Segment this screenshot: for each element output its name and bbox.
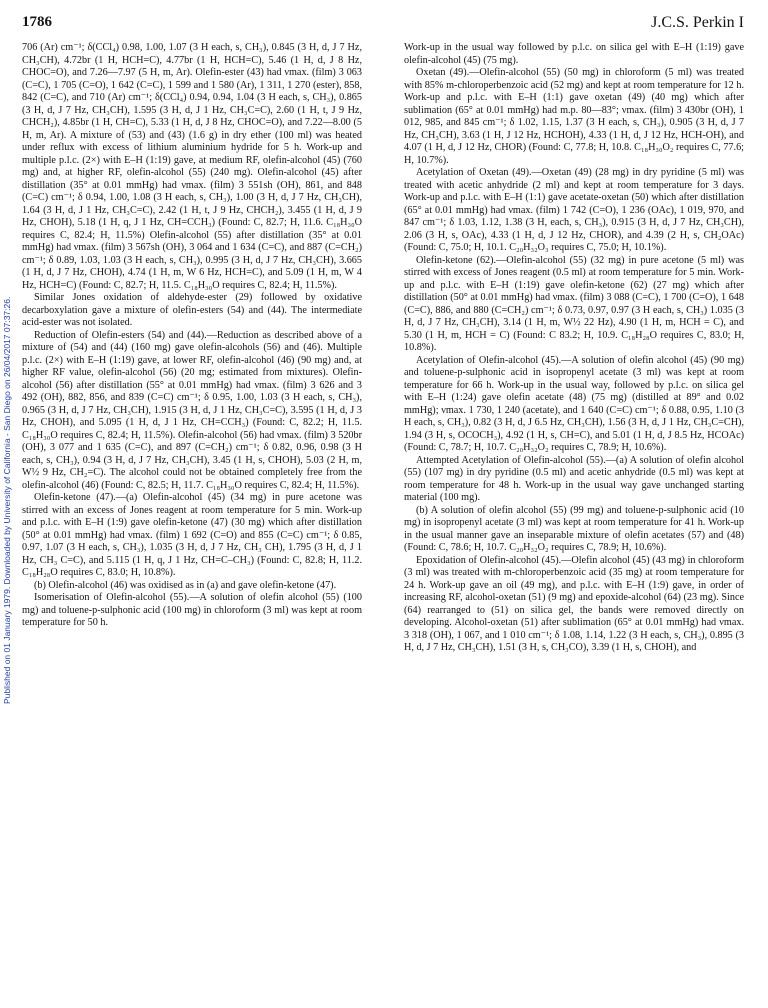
paragraph: Acetylation of Olefin-alcohol (45).—A solution of olefin alcohol (45) (90 mg) and toluene-p-sulphonic acid in isopropenyl acetate (3 ml) was kept at room temperature for 66 h. Work-up in the usual way, followed by p.l.c. on silica gel with E–H (1:24) gave olefin acetate (48) (75 mg) (distilled at 89° and 0.02 mmHg); νmax. 1 730, 1 240 (acetate), and 1 640 (C=C) cm⁻¹; δ 0.88, 0.95, 1.10 (3 H each, s, CH₃), 0.82 (3 H, d, J 6.5 Hz, CH₃CH), 1.56 (3 H, d, J 1 Hz, CH₃C=CH), 1.94 (3 H, s, OCOCH₃), 4.92 (1 H, s, CH=C), and 5.01 (1 H, d, J 8.5 Hz, HCOAc) (Found: C, 78.7; H, 10.7. C₂₀H₃₂O₂ requires C, 78.9; H, 10.6%). (404, 354, 744, 453)
paragraph: Reduction of Olefin-esters (54) and (44).—Reduction as described above of a mixture of (54) and (44) (160 mg) gave olefin-alcohols (56) and (46). Multiple p.l.c. (2×) with E–H (1:19) gave, at lower RF, olefin-alcohol (46) (90 mg) and, at higher RF value, olefin-alcohol (56) (20 mg; estimated from mixtures). Olefin-alcohol (56) after distillation (55° at 0.01 mmHg) had νmax. (film) 3 626 and 3 492 (OH), 882, 856, and 839 (C=C) cm⁻¹; δ 0.95, 1.00, 1.03 (3 H each, s, CH₃), 0.965 (3 H, d, J 7 Hz, CH₃CH), 1.915 (3 H, d, J 1 Hz, CH₃C=C), 3.595 (1 H, d, J 3 Hz, CHOH), and 5.095 (1 H, d, J 1 Hz, CH=CCH₃) (Found: C, 82.2; H, 11.5. C₁₈H₃₀O requires C, 82.4; H, 11.5%). Olefin-alcohol (56) had νmax. (film) 3 520br (OH), 3 077 and 1 635 (C=C), and 897 (C=CH₂) cm⁻¹; δ 0.82, 0.96, 0.98 (3 H each, s, CH₃), 0.94 (3 H, d, J 7 Hz, CH₃CH), 3.45 (1 H, s, CHOH), 5.03 (2 H, m, W½ 9 Hz, CH₂=C). The alcohol could not be obtained completely free from the olefin-alcohol (46) (Found: C, 82.5; H, 11.7. C₁₈H₃₀O requires C, 82.4; H, 11.5%). (22, 329, 362, 491)
paragraph: (b) Olefin-alcohol (46) was oxidised as in (a) and gave olefin-ketone (47). (34, 579, 337, 591)
journal-title: J.C.S. Perkin I (651, 14, 744, 31)
paragraph: (b) A solution of olefin alcohol (55) (99 mg) and toluene-p-sulphonic acid (10 mg) in isopropenyl acetate (3 ml) was kept at room temperature for 41 h. Work-up in the usual manner gave an inseparable mixture of olefin acetates (57) and (48) (Found: C, 78.6; H, 10.7. C₂₀H₃₂O₂ requires C, 78.9; H, 10.6%). (404, 504, 744, 553)
left-column (22, 42, 362, 992)
paragraph: Similar Jones oxidation of aldehyde-ester (29) followed by oxidative decarboxylation gave a mixture of olefin-esters (54) and (44). The intermediate acid-ester was not isolated. (22, 292, 362, 328)
paragraph: Olefin-ketone (62).—Olefin-alcohol (55) (32 mg) in pure acetone (5 ml) was stirred with excess of Jones reagent (0.5 ml) at room temperature for 5 min. Work-up and p.l.c. with E–H (1:19) gave olefin-ketone (62) (27 mg) which after distillation (50° at 0.01 mmHg) had νmax. (film) 3 088 (C=C), 1 700 (C=O), 1 648 (C=C), 886, and 880 (C=CH₂) cm⁻¹; δ 0.73, 0.97, 0.97 (3 H each, s, CH₃) 1.035 (3 H, d, J 7 Hz, CH₃CH), 3.14 (1 H, m, W½ 22 Hz), 4.90 (1 H, m, HCH = C), and 5.30 (1 H, m, HCH = C) (Found: C 83.2; H, 10.9. C₁₈H₂₈O requires C, 83.0; H, 10.8%). (404, 254, 744, 353)
paragraph: Work-up in the usual way followed by p.l.c. on silica gel with E–H (1:19) gave olefin-alcohol (45) (75 mg). (404, 42, 744, 66)
download-watermark[interactable]: Published on 01 January 1979. Downloaded by University of California - San Diego on 26/04/2017 07:37:26. (2, 296, 12, 704)
paragraph: 706 (Ar) cm⁻¹; δ(CCl₄) 0.98, 1.00, 1.07 (3 H each, s, CH₃), 0.845 (3 H, d, J 7 Hz, CH₃CH), 4.72br (1 H, HCH=C), 4.77br (1 H, HCH=C), 5.46 (1 H, d, J 8 Hz, CHOC=O), and 7.26—7.97 (5 H, m, Ar). Olefin-ester (43) had νmax. (film) 3 063 (C=C), 1 705 (C=O), 1 642 (C=C), 1 599 and 1 580 (Ar), 1 311, 1 270 (ester), 858, 842 (C=C), and 710 (Ar) cm⁻¹; δ(CCl₄) 0.94, 0.94, 1.04 (3 H each, s, CH₃), 0.865 (3 H, d, J 7 Hz, CH₃CH), 1.595 (3 H, d, J 1 Hz, CH₃C=C), 2.60 (1 H, t, J 9 Hz, CHCH₂), 4.85br (1 H, CH=C), 5.33 (1 H, d, J 8 Hz, CHOC=O), and 7.22—8.00 (5 H, m, Ar). A mixture of (53) and (43) (1.6 g) in dry ether (100 ml) was heated under reflux with excess of lithium aluminium hydride for 5 h. Work-up and multiple p.l.c. (2×) with E–H (1:19) gave, at medium RF, olefin-alcohol (45) (760 mg) and, at higher RF, olefin-alcohol (55) (240 mg). Olefin-alcohol (45) after distillation (35° at 0.01 mmHg) had νmax. (film) 3 551sh (OH), 861, and 848 (C=C) cm⁻¹; δ 0.94, 1.00, 1.08 (3 H each, s, CH₃), 1.00 (3 H, d, J 7 Hz, CH₃CH), 1.64 (3 H, d, J 1 Hz, CH₃C=C), 2.42 (1 H, t, J 9 Hz, CHCH₂), 3.455 (1 H, d, J 9 Hz, CHOH), 5.18 (1 H, q, J 1 Hz, CH=CCH₃) (Found: C, 82.7; H, 11.6. C₁₈H₃₀O requires C, 82.4; H, 11.5%) Olefin-alcohol (55) after distillation (35° at 0.01 mmHg) had νmax. (film) 3 567sh (OH), 3 064 and 1 634 (C=C), and 887 (C=CH₂) cm⁻¹; δ 0.89, 1.03, 1.03 (3 H each, s, CH₃), 0.995 (3 H, d, J 7 Hz, CH₃CH), 3.665 (1 H, d, J 7 Hz, CHOH), 4.74 (1 H, m, W 6 Hz, HCH=C), and 5.09 (1 H, m, W 4 Hz, HCH=C) (Found: C, 82.7; H, 11.5. C₁₈H₃₀O requires C, 82.4; H, 11.5%). (22, 42, 362, 291)
right-column (404, 42, 744, 992)
paragraph: Attempted Acetylation of Olefin-alcohol (55).—(a) A solution of olefin alcohol (55) (107 mg) in dry pyridine (0.5 ml) and acetic anhydride (0.5 ml) was kept at room temperature for 48 h. Work-up in the usual way gave unchanged starting material (100 mg). (404, 454, 744, 503)
paragraph: Isomerisation of Olefin-alcohol (55).—A solution of olefin alcohol (55) (100 mg) and toluene-p-sulphonic acid (100 mg) in chloroform (3 ml) was kept at room temperature for 50 h. (22, 592, 362, 628)
paragraph: Olefin-ketone (47).—(a) Olefin-alcohol (45) (34 mg) in pure acetone was stirred with an excess of Jones reagent at room temperature for 5 min. Work-up and p.l.c. with E–H (1:9) gave olefin-ketone (47) (30 mg) which after distillation (50° at 0.01 mmHg) had νmax. (film) 1 692 (C=O) and 855 (C=C) cm⁻¹; δ 0.85, 0.97, 1.07 (3 H each, s, CH₃), 1.035 (3 H, d, J 7 Hz, CH₃ CH), 1.795 (3 H, d, J 1 Hz, CH₃ C=C), and 5.115 (1 H, q, J 1 Hz, CH=C–CH₃) (Found: C, 82.8; H, 11.2. C₁₈H₂₈O requires C, 83.0; H, 10.8%). (22, 492, 362, 578)
paragraph: Oxetan (49).—Olefin-alcohol (55) (50 mg) in chloroform (5 ml) was treated with 85% m-chloroperbenzoic acid (52 mg) and kept at room temperature for 12 h. Work-up and p.l.c. with E–H (1:1) gave oxetan (49) (40 mg) which after sublimation (65° at 0.01 mmHg) had m.p. 80—83°; νmax. (film) 3 430br (OH), 1 012, 985, and 845 cm⁻¹; δ 1.02, 1.15, 1.37 (3 H each, s, CH₃), 0.905 (3 H, d, J 7 Hz, CH₃CH), 3.63 (1 H, J 12 Hz, HCHOH), 4.33 (1 H, d, J 12 Hz, HCH-OH), and 4.07 (1 H, d, J 12 Hz, CHOR) (Found: C, 77.8; H, 10.8. C₁₈H₃₀O₂ requires C, 77.6; H, 10.7%). (404, 67, 744, 166)
paragraph: Acetylation of Oxetan (49).—Oxetan (49) (28 mg) in dry pyridine (5 ml) was treated with acetic anhydride (2 ml) and kept at room temperature for 3 days. Work-up and p.l.c. with E–H (1:1) gave acetate-oxetan (50) which after distillation (65° at 0.01 mmHg) had νmax. (film) 1 742 (C=O), 1 236 (OAc), 1 019, 970, and 847 cm⁻¹; δ 1.03, 1.12, 1.38 (3 H, each, s, CH₃), 0.915 (3 H, d, J 7 Hz, CH₃CH), 2.06 (3 H, s, OAc), 4.33 (1 H, d, J 12 Hz, CHOR), and 4.39 (2 H, s, CH₂OAc) (Found: C, 75.0; H, 10.1. C₂₀H₃₂O₃ requires C, 75.0; H, 10.1%). (404, 167, 744, 253)
page-number: 1786 (22, 14, 52, 30)
paragraph: Epoxidation of Olefin-alcohol (45).—Olefin alcohol (45) (43 mg) in chloroform (3 ml) was treated with m-chloroperbenzoic acid (35 mg) at room temperature for 24 h. Work-up gave an oil (49 mg), and p.l.c. with E–H (1:9) gave, in order of increasing RF, alcohol-oxetan (51) (9 mg) and epoxide-alcohol (64) (23 mg). Since (64) rearranged to (51) on silica gel, the bands were removed directly on developing. Alcohol-oxetan (51) after sublimation (65° at 0.01 mmHg) had νmax. 3 318 (OH), 1 067, and 1 010 cm⁻¹; δ 1.08, 1.14, 1.22 (3 H each, s, CH₃), 0.895 (3 H, d, J 7 Hz, CH₃CH), 1.51 (3 H, s, CH₃CO), 3.39 (1 H, s, CHOH), and (404, 554, 744, 653)
